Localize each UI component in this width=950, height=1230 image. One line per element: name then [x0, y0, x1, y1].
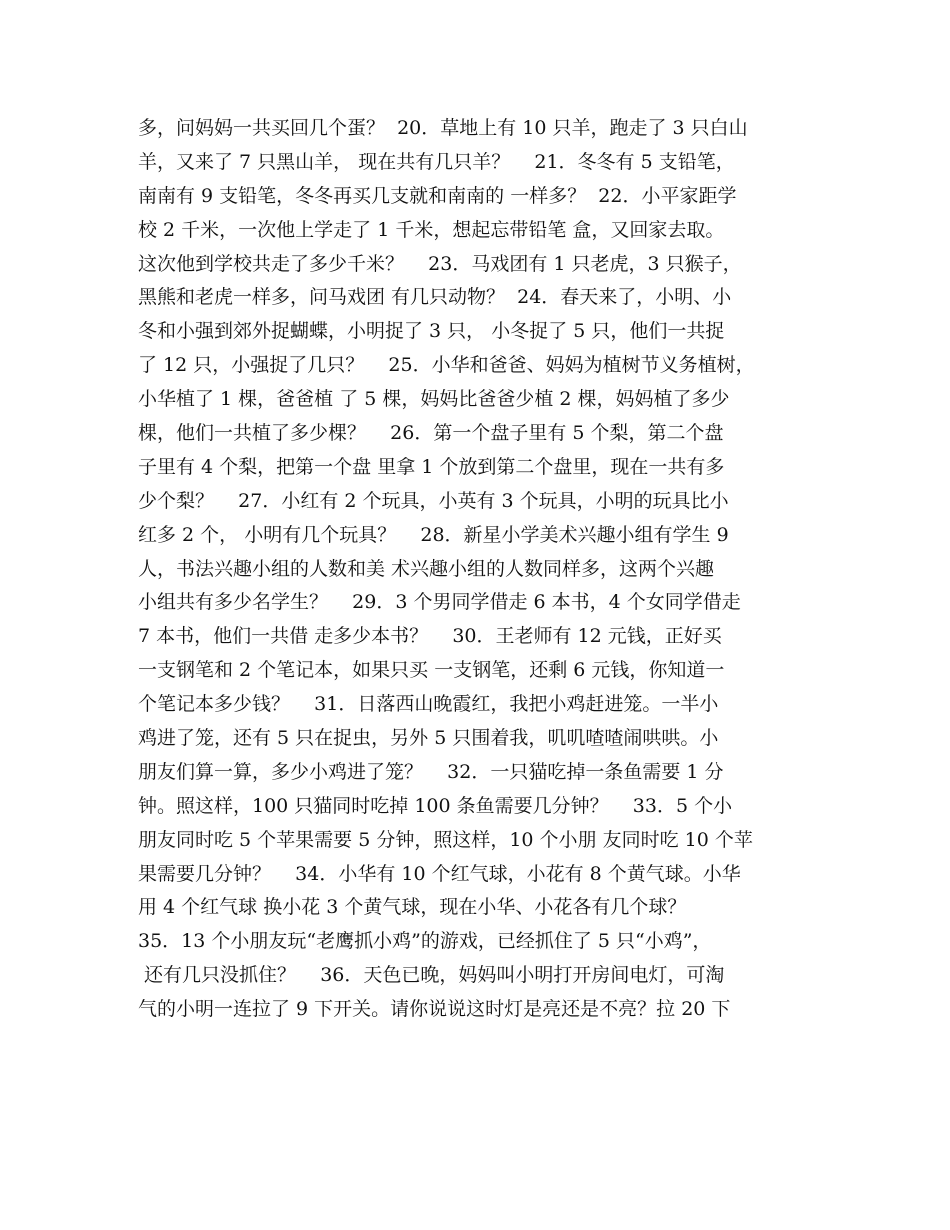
- text-line: 还有几只没抓住？ 36．天色已晚，妈妈叫小明打开房间电灯，可淘: [138, 964, 725, 987]
- text-line: 多，问妈妈一共买回几个蛋？ 20．草地上有 10 只羊，跑走了 3 只白山: [138, 117, 748, 139]
- text-line: 钟。照这样，100 只猫同时吃掉 100 条鱼需要几分钟？ 33．5 个小: [138, 794, 733, 817]
- text-line: 校 2 千米，一次他上学走了 1 千米，想起忘带铅笔 盒，又回家去取。: [138, 218, 725, 241]
- text-line: 7 本书，他们一共借 走多少本书？ 30．王老师有 12 元钱，正好买: [138, 625, 722, 648]
- text-line: 小组共有多少名学生？ 29．3 个男同学借走 6 本书，4 个女同学借走: [138, 591, 741, 614]
- text-line: 果需要几分钟？ 34．小华有 10 个红气球，小花有 8 个黄气球。小华: [138, 862, 741, 885]
- text-line: 朋友们算一算，多少小鸡进了笼？ 32．一只猫吃掉一条鱼需要 1 分: [138, 760, 724, 783]
- text-line: 35．13 个小朋友玩“老鹰抓小鸡”的游戏，已经抓住了 5 只“小鸡”，: [138, 930, 712, 953]
- text-line: 小华植了 1 棵，爸爸植 了 5 棵，妈妈比爸爸少植 2 棵，妈妈植了多少: [138, 388, 730, 411]
- text-line: 了 12 只，小强捉了几只？ 25．小华和爸爸、妈妈为植树节义务植树，: [138, 354, 755, 377]
- text-line: 个笔记本多少钱？ 31．日落西山晚霞红，我把小鸡赶进笼。一半小: [138, 693, 719, 716]
- text-line: 这次他到学校共走了多少千米？ 23．马戏团有 1 只老虎，3 只猴子，: [138, 252, 742, 275]
- text-line: 一支钢笔和 2 个笔记本，如果只买 一支钢笔，还剩 6 元钱，你知道一: [138, 659, 725, 682]
- text-line: 少个梨？ 27．小红有 2 个玩具，小英有 3 个玩具，小明的玩具比小: [138, 489, 729, 512]
- text-line: 冬和小强到郊外捉蝴蝶，小明捉了 3 只， 小冬捉了 5 只，他们一共捉: [138, 320, 725, 343]
- text-line: 棵，他们一共植了多少棵？ 26．第一个盘子里有 5 个梨，第二个盘: [138, 422, 724, 445]
- text-line: 朋友同时吃 5 个苹果需要 5 分钟，照这样，10 个小朋 友同时吃 10 个苹: [138, 828, 753, 851]
- problem-text-block: [138, 112, 818, 1027]
- text-line: 气的小明一连拉了 9 下开关。请你说说这时灯是亮还是不亮？拉 20 下: [138, 998, 731, 1021]
- text-line: 子里有 4 个梨，把第一个盘 里拿 1 个放到第二个盘里，现在一共有多: [138, 455, 725, 478]
- text-line: 用 4 个红气球 换小花 3 个黄气球，现在小华、小花各有几个球？: [138, 896, 687, 919]
- text-line: 羊，又来了 7 只黑山羊， 现在共有几只羊？ 21．冬冬有 5 支铅笔，: [138, 150, 735, 173]
- text-line: 黑熊和老虎一样多，问马戏团 有几只动物？ 24．春天来了，小明、小: [138, 286, 732, 309]
- text-line: 南南有 9 支铅笔，冬冬再买几支就和南南的 一样多？ 22．小平家距学: [138, 184, 737, 207]
- text-line: 人，书法兴趣小组的人数和美 术兴趣小组的人数同样多，这两个兴趣: [138, 557, 715, 580]
- text-line: 红多 2 个， 小明有几个玩具？ 28．新星小学美术兴趣小组有学生 9: [138, 523, 729, 546]
- text-line: 鸡进了笼，还有 5 只在捉虫，另外 5 只围着我，叽叽喳喳闹哄哄。小: [138, 727, 719, 750]
